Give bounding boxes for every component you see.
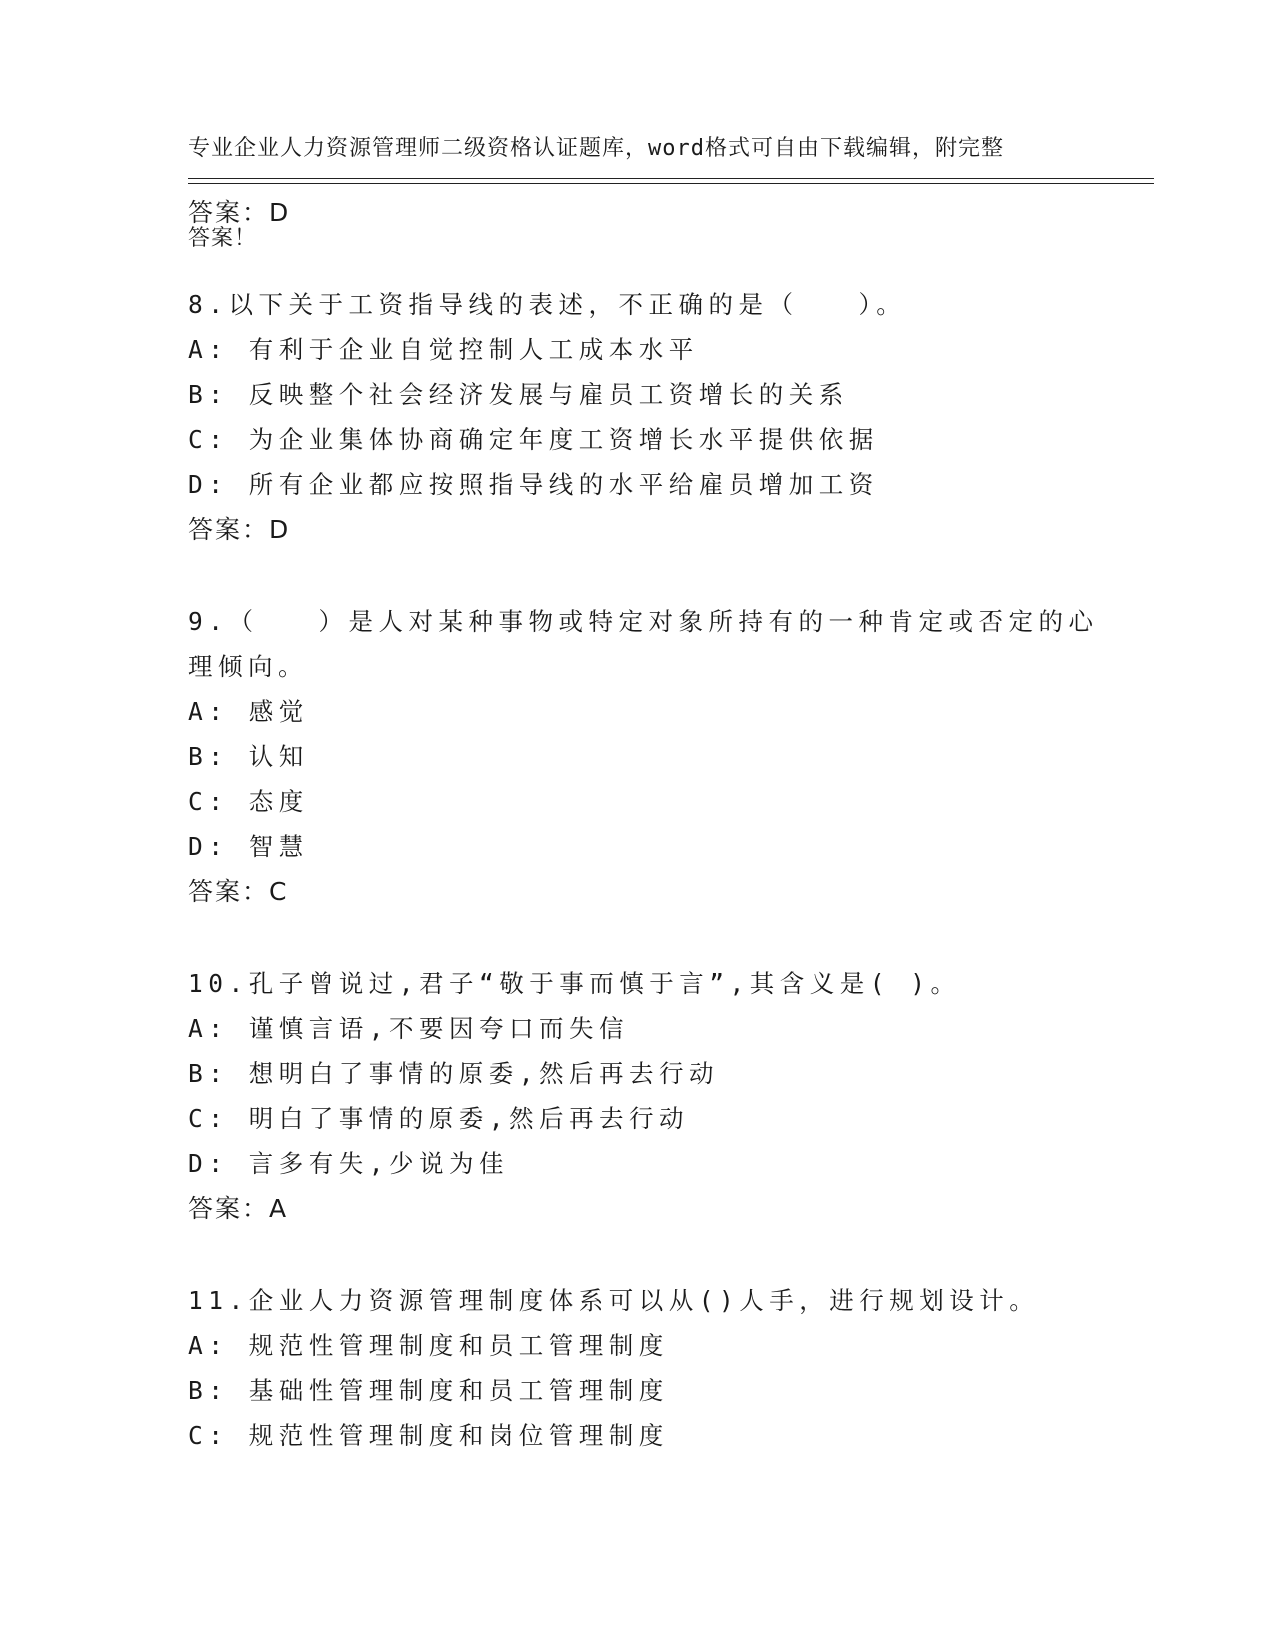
- option-c: C: 为企业集体协商确定年度工资增长水平提供依据: [188, 425, 879, 454]
- option-a: A: 有利于企业自觉控制人工成本水平: [188, 335, 699, 364]
- option-b: B: 认知: [188, 742, 309, 771]
- option-d: D: 智慧: [188, 832, 309, 861]
- option-c: C: 明白了事情的原委,然后再去行动: [188, 1104, 689, 1133]
- question-9: [188, 599, 1099, 914]
- answer-line: 答案：D: [188, 198, 291, 227]
- option-b: B: 想明白了事情的原委,然后再去行动: [188, 1059, 719, 1088]
- question-text: 11.企业人力资源管理制度体系可以从()人手，进行规划设计。: [188, 1286, 1040, 1315]
- option-d: D: 言多有失,少说为佳: [188, 1149, 510, 1178]
- question-text: 9.（ ）是人对某种事物或特定对象所持有的一种肯定或否定的心: [188, 607, 1099, 636]
- spacer: [188, 235, 1088, 282]
- answer-line: 答案：A: [188, 1194, 289, 1223]
- header-divider-top: [188, 178, 1154, 179]
- answer-line: 答案：C: [188, 877, 289, 906]
- option-c: C: 态度: [188, 787, 309, 816]
- question-text: 10.孔子曾说过,君子“敬于事而慎于言”,其含义是( )。: [188, 969, 961, 998]
- header-divider-bottom: [188, 183, 1154, 184]
- question-11: [188, 1278, 1088, 1458]
- option-b: B: 反映整个社会经济发展与雇员工资增长的关系: [188, 380, 849, 409]
- spacer: [188, 1231, 1088, 1278]
- option-a: A: 感觉: [188, 697, 309, 726]
- option-d: D: 所有企业都应按照指导线的水平给雇员增加工资: [188, 470, 879, 499]
- spacer: [188, 552, 1088, 599]
- spacer: [188, 914, 1088, 961]
- option-c: C: 规范性管理制度和岗位管理制度: [188, 1421, 669, 1450]
- header-line-1: 专业企业人力资源管理师二级资格认证题库，word格式可自由下载编辑，附完整: [188, 136, 1004, 161]
- option-a: A: 谨慎言语,不要因夸口而失信: [188, 1014, 629, 1043]
- question-10: [188, 961, 1088, 1231]
- answer-line: 答案：D: [188, 515, 291, 544]
- question-list: [188, 190, 1099, 1458]
- question-8: [188, 282, 1088, 552]
- option-a: A: 规范性管理制度和员工管理制度: [188, 1331, 669, 1360]
- question-text-continued: 理倾向。: [188, 652, 308, 681]
- header-line-2: 答案！: [188, 226, 258, 251]
- question-text: 8.以下关于工资指导线的表述，不正确的是（ ）。: [188, 290, 907, 319]
- option-b: B: 基础性管理制度和员工管理制度: [188, 1376, 669, 1405]
